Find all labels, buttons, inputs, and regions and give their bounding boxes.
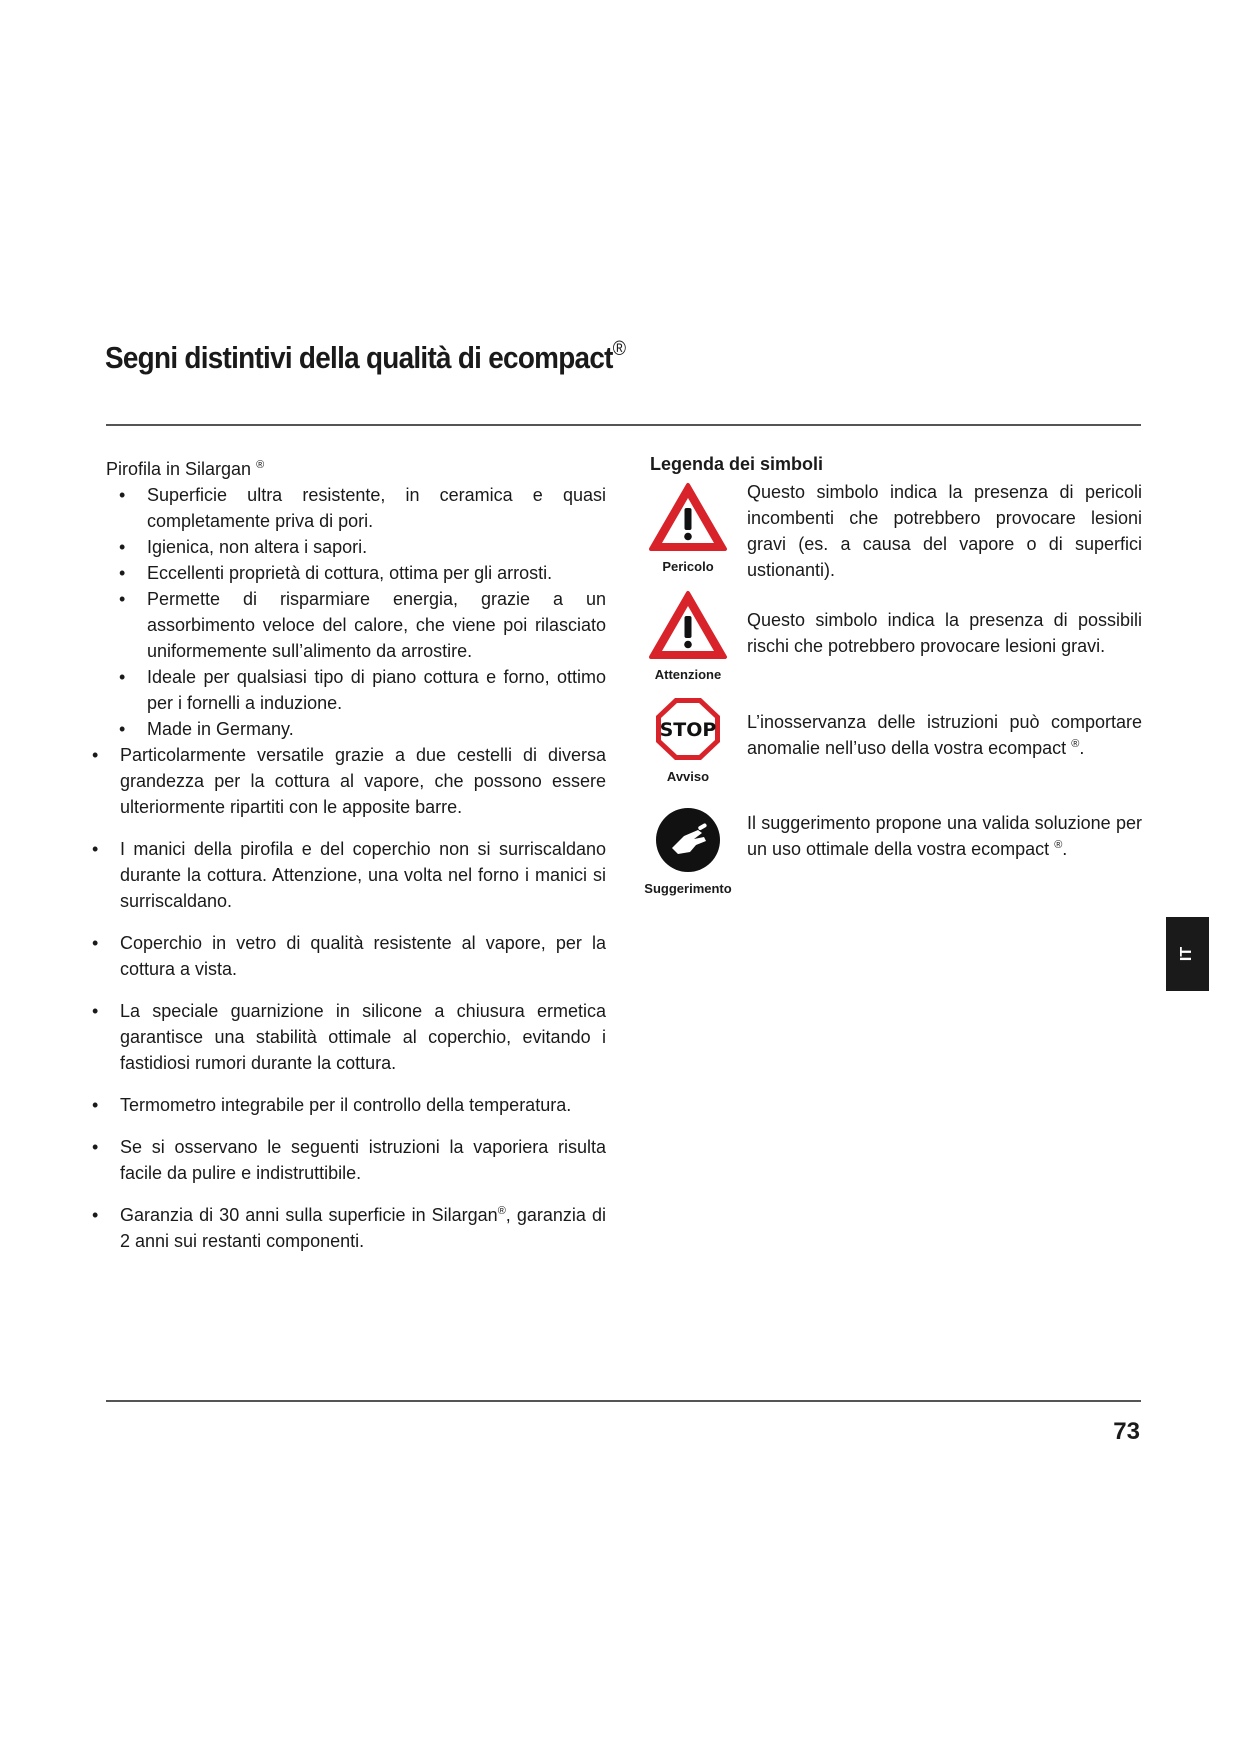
- page-title: [105, 340, 625, 376]
- list-item: [92, 836, 606, 914]
- notice-description: [747, 709, 1142, 761]
- stop-sign-icon: [654, 696, 722, 762]
- language-tab: [1166, 917, 1209, 991]
- list-item: [119, 586, 606, 664]
- danger-symbol: [643, 482, 733, 574]
- bullet: •: [119, 485, 126, 505]
- silargan-subhead: [106, 452, 606, 482]
- bullet: •: [92, 1001, 99, 1021]
- list-item-text: La speciale guarnizione in silicone a chiusura ermetica garantisce una stabilità ottimale al coperchio, evitando i fastidiosi rumori durante la cottura.: [120, 1001, 606, 1073]
- registered-mark: ®: [612, 338, 626, 360]
- bullet: •: [119, 719, 126, 739]
- bullet: •: [119, 589, 126, 609]
- hand-tip-icon: [654, 806, 722, 874]
- symbol-caption: Pericolo: [662, 559, 714, 574]
- top-divider: [106, 424, 1141, 426]
- tip-description: [747, 810, 1142, 862]
- list-item-text: Permette di risparmiare energia, grazie a un assorbimento veloce del calore, che viene poi rilasciato uniformemente sull’alimento da arrostire.: [147, 589, 606, 661]
- list-item: [119, 534, 606, 560]
- tip-tail: .: [1062, 839, 1068, 859]
- page-number: 73: [1113, 1418, 1140, 1445]
- list-item-text: Superficie ultra resistente, in ceramica e quasi completamente priva di pori.: [147, 485, 606, 531]
- list-item: [119, 716, 606, 742]
- notice-symbol: [643, 696, 733, 784]
- stop-sign-text: STOP: [659, 719, 717, 741]
- notice-text: L’inosservanza delle istruzioni può comportare anomalie nell’uso della vostra ecompact: [747, 712, 1142, 758]
- list-item: [92, 1134, 606, 1186]
- danger-description: Questo simbolo indica la presenza di pericoli incombenti che potrebbero provocare lesioni gravi (es. a causa del vapore o di superfici ustionanti).: [747, 482, 1142, 580]
- registered-mark: ®: [497, 1205, 506, 1217]
- list-item: [92, 930, 606, 982]
- list-item-text: Termometro integrabile per il controllo della temperatura.: [120, 1095, 572, 1115]
- list-item: [92, 1092, 606, 1118]
- silargan-subhead-text: Pirofila in Silargan: [106, 459, 252, 479]
- list-item-text: Coperchio in vetro di qualità resistente al vapore, per la cottura a vista.: [120, 933, 606, 979]
- tip-text: Il suggerimento propone una valida soluzione per un uso ottimale della vostra ecompact: [747, 813, 1142, 859]
- main-feature-list: [92, 742, 606, 1254]
- list-item-text: Made in Germany.: [147, 719, 294, 739]
- bullet: •: [119, 537, 126, 557]
- caution-description: Questo simbolo indica la presenza di possibili rischi che potrebbero provocare lesioni gravi.: [747, 610, 1142, 656]
- warranty-text-tail: , garanzia di 2 anni sui restanti componenti.: [120, 1205, 606, 1251]
- list-item-text: Eccellenti proprietà di cottura, ottima per gli arrosti.: [147, 563, 553, 583]
- warranty-text: Garanzia di 30 anni sulla superficie in Silargan: [120, 1205, 498, 1225]
- list-item-text: Ideale per qualsiasi tipo di piano cottura e forno, ottimo per i fornelli a induzione.: [147, 667, 606, 713]
- warranty-item: [92, 1202, 606, 1254]
- list-item-text: Particolarmente versatile grazie a due cestelli di diversa grandezza per la cottura al vapore, che possono essere ulteriormente ripartiti con le apposite barre.: [120, 745, 606, 817]
- legend-title: Legenda dei simboli: [650, 454, 824, 474]
- list-item-text: Igienica, non altera i sapori.: [147, 537, 368, 557]
- notice-tail: .: [1079, 738, 1085, 758]
- features-column: [92, 452, 606, 1270]
- silargan-feature-list: [106, 482, 606, 742]
- bullet: •: [92, 745, 99, 765]
- bullet: •: [92, 933, 99, 953]
- list-item-text: Se si osservano le seguenti istruzioni la vaporiera risulta facile da pulire e indistruttibile.: [120, 1137, 606, 1183]
- list-item: [119, 482, 606, 534]
- symbol-caption: Attenzione: [654, 667, 722, 682]
- bullet: •: [92, 1205, 99, 1225]
- warning-triangle-icon: [648, 590, 728, 660]
- bottom-divider: [106, 1400, 1141, 1402]
- page-title-text: Segni distintivi della qualità di ecompact: [105, 340, 613, 375]
- list-item: [119, 664, 606, 716]
- tip-symbol: [643, 806, 733, 896]
- bullet: •: [92, 1095, 99, 1115]
- bullet: •: [119, 667, 126, 687]
- list-item-text: I manici della pirofila e del coperchio non si surriscaldano durante la cottura. Attenzione, una volta nel forno i manici si surriscaldano.: [120, 839, 606, 911]
- list-item: [92, 998, 606, 1076]
- registered-mark: ®: [256, 459, 265, 471]
- bullet: •: [119, 563, 126, 583]
- symbol-caption: Avviso: [666, 769, 710, 784]
- bullet: •: [92, 1137, 99, 1157]
- registered-mark: ®: [1054, 839, 1063, 851]
- list-item: [92, 742, 606, 820]
- language-tab-label: IT: [1178, 946, 1196, 962]
- bullet: •: [92, 839, 99, 859]
- registered-mark: ®: [1071, 738, 1080, 750]
- list-item: [119, 560, 606, 586]
- warning-triangle-icon: [648, 482, 728, 552]
- symbol-caption: Suggerimento: [644, 881, 732, 896]
- caution-symbol: [643, 590, 733, 682]
